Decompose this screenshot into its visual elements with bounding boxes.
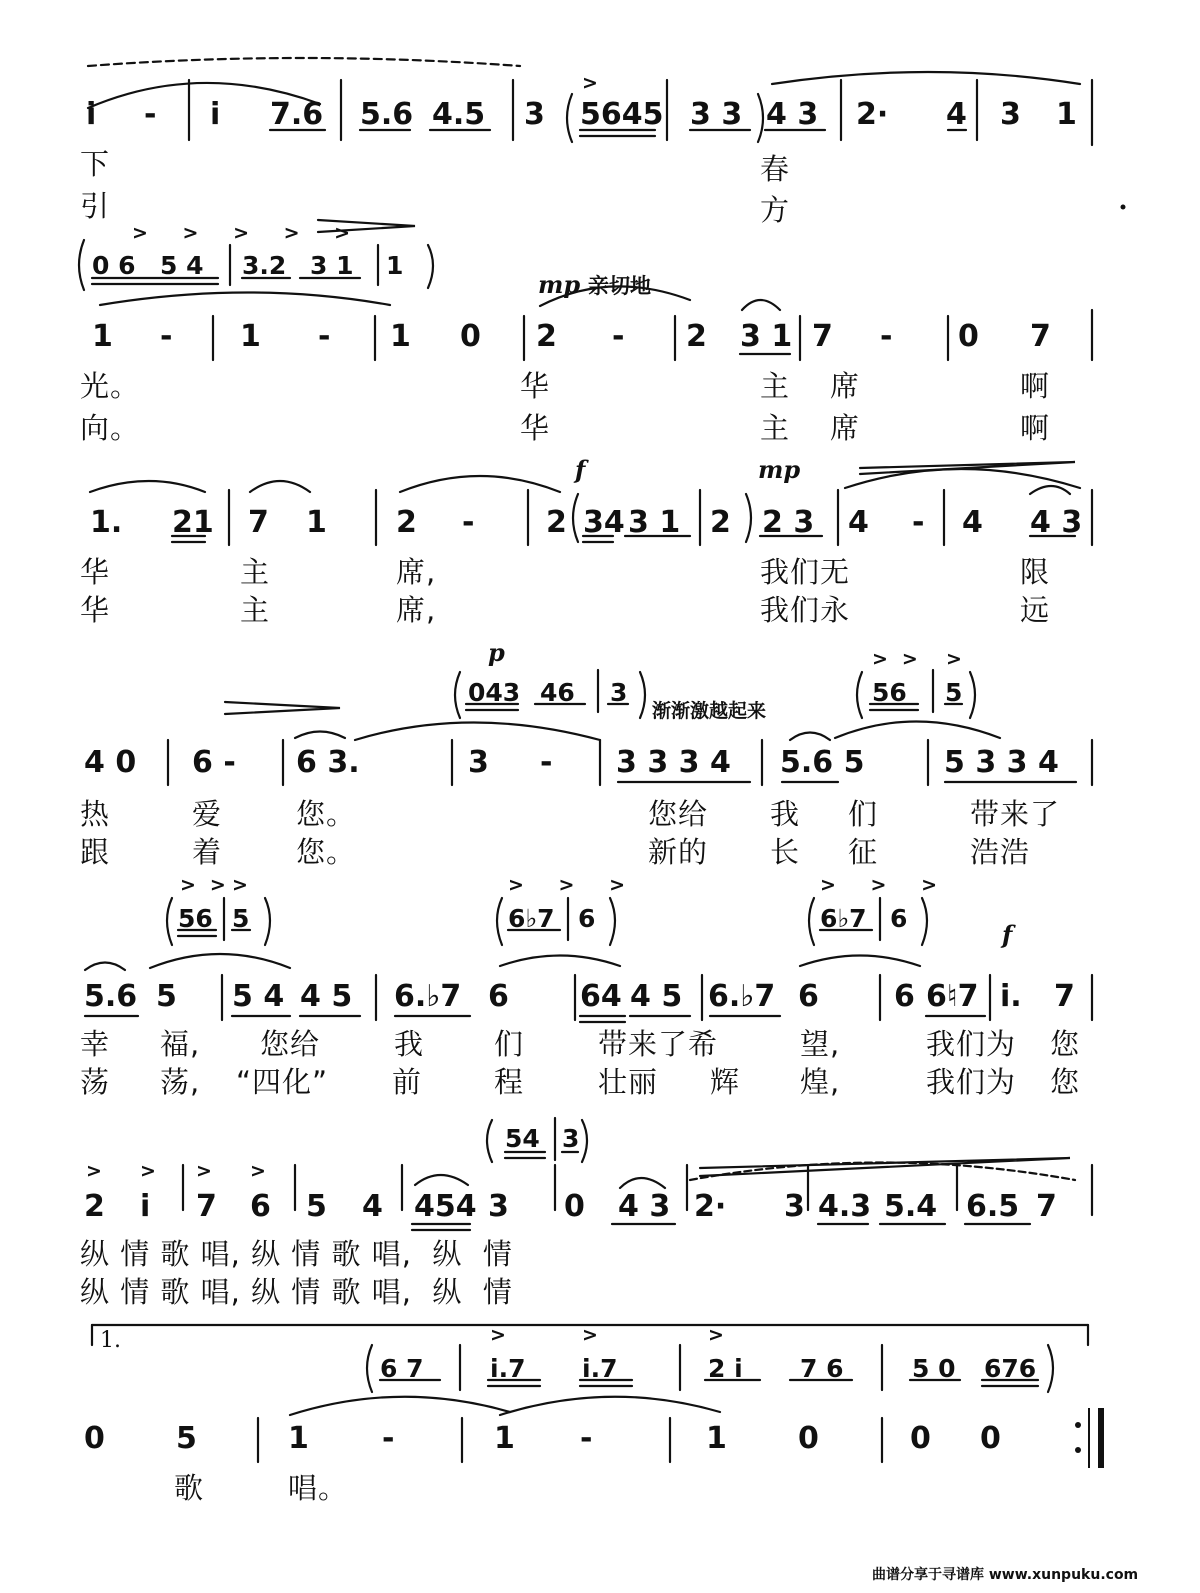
lyric: 方 xyxy=(760,193,791,227)
note: 7.6 xyxy=(270,97,324,132)
intro-note: 46 xyxy=(540,678,575,707)
note: 2 xyxy=(710,505,731,540)
note: 5.6 xyxy=(360,97,414,132)
lyric: 我们为 xyxy=(926,1027,1017,1061)
note: 2 xyxy=(84,1189,105,1224)
accent-mark: > xyxy=(582,1324,612,1346)
note: 1. xyxy=(90,505,123,540)
lyric: 我们永 xyxy=(760,593,851,627)
lyric: 跟 xyxy=(80,835,111,869)
note: 6.♭7 xyxy=(394,979,462,1014)
lyric: 望, xyxy=(800,1027,841,1061)
dynamic-mark: mp xyxy=(538,270,581,299)
note: 5 4 xyxy=(232,979,285,1014)
intro-note: 676 xyxy=(984,1354,1037,1383)
note: 6 xyxy=(250,1189,271,1224)
note: 6 - xyxy=(192,745,236,780)
lyric: 们 xyxy=(494,1027,525,1061)
note: 5.6 xyxy=(84,979,138,1014)
intro-note: 6 xyxy=(890,904,908,933)
note: 0 xyxy=(564,1189,585,1224)
accent-mark: > > > > > xyxy=(132,222,365,244)
accent-mark: > xyxy=(708,1324,738,1346)
note: 4 xyxy=(848,505,869,540)
lyric: 席 xyxy=(830,411,861,445)
intro-note: 6♭7 xyxy=(820,904,867,933)
accent-mark: > > > xyxy=(508,874,639,896)
note: 7 xyxy=(196,1189,217,1224)
note: 454 xyxy=(414,1189,477,1224)
lyric: 前 xyxy=(392,1065,423,1099)
intro-note: 6 7 xyxy=(380,1354,424,1383)
lyric: 歌 xyxy=(174,1471,205,1505)
lyric: “四化” xyxy=(236,1065,329,1099)
note: - xyxy=(580,1421,593,1456)
note: 2 3 xyxy=(762,505,815,540)
intro-note: 5 xyxy=(945,678,963,707)
note: 1 xyxy=(390,319,411,354)
watermark-footer: 曲谱分享于寻谱库 www.xunpuku.com xyxy=(872,1567,1139,1583)
note: 7 xyxy=(812,319,833,354)
lyric: 华 xyxy=(80,555,111,589)
lyric: 春 xyxy=(760,152,791,186)
note: 1 xyxy=(92,319,113,354)
note: 0 xyxy=(910,1421,931,1456)
lyric: 席, xyxy=(396,593,437,627)
note: 5645 xyxy=(580,97,664,132)
lyric: 程 xyxy=(494,1065,525,1099)
note: 5.4 xyxy=(884,1189,938,1224)
dynamic-mark: f xyxy=(575,455,586,484)
note: 5 xyxy=(156,979,177,1014)
lyric-line: 纵 情 歌 唱, 纵 情 歌 唱, 纵 情 xyxy=(80,1275,513,1309)
lyric: 幸 xyxy=(80,1027,111,1061)
note: 1 xyxy=(494,1421,515,1456)
expression-text: 亲切地 xyxy=(588,274,651,298)
lyric: 您给 xyxy=(260,1027,321,1061)
note: 4 xyxy=(962,505,983,540)
note: 4 3 xyxy=(766,97,819,132)
note: 2 xyxy=(686,319,707,354)
lyric: 远 xyxy=(1020,593,1051,627)
note: 6♮7 xyxy=(926,979,979,1014)
note: - xyxy=(912,505,925,540)
note: 2· xyxy=(856,97,889,132)
note: 4 xyxy=(362,1189,383,1224)
note: 3 xyxy=(1000,97,1021,132)
lyric: 煌, xyxy=(800,1065,841,1099)
intro-note: 56 xyxy=(872,678,907,707)
intro-note: i.7 xyxy=(490,1354,526,1383)
note: 7 xyxy=(1036,1189,1057,1224)
note: 1 xyxy=(1056,97,1077,132)
note: 6.5 xyxy=(966,1189,1020,1224)
intro-note: 2 i xyxy=(708,1354,743,1383)
lyric: 爱 xyxy=(192,797,223,831)
accent-mark: > xyxy=(232,874,262,896)
intro-note: i.7 xyxy=(582,1354,618,1383)
note: 4 5 xyxy=(630,979,683,1014)
note: 7 xyxy=(1030,319,1051,354)
expression-text: 渐渐激越起来 xyxy=(652,700,767,722)
note: 0 xyxy=(460,319,481,354)
volta-label: 1. xyxy=(100,1328,121,1353)
intro-note: 7 6 xyxy=(800,1354,844,1383)
note: 3 xyxy=(468,745,489,780)
accent-mark: > xyxy=(490,1324,520,1346)
lyric: 主 xyxy=(240,555,271,589)
lyric: 您。 xyxy=(296,797,357,831)
note: 3 1 xyxy=(740,319,793,354)
note: - xyxy=(160,319,173,354)
lyric: 荡 xyxy=(80,1065,111,1099)
lyric: 新的 xyxy=(648,835,709,869)
accent-mark: > xyxy=(86,1160,116,1182)
lyric: 华 xyxy=(80,593,111,627)
lyric: 唱。 xyxy=(288,1471,349,1505)
lyric: 席, xyxy=(396,555,437,589)
lyric: 我 xyxy=(394,1027,425,1061)
note: 5.6 5 xyxy=(780,745,865,780)
note: 4 3 xyxy=(618,1189,671,1224)
lyric: 长 xyxy=(770,835,801,869)
note: 1 xyxy=(306,505,327,540)
note: 6 xyxy=(894,979,915,1014)
note: - xyxy=(144,97,157,132)
accent-mark: > > > xyxy=(820,874,951,896)
accent-mark: > xyxy=(250,1160,280,1182)
note: 4 5 xyxy=(300,979,353,1014)
lyric: 我们为 xyxy=(926,1065,1017,1099)
lyric: 着 xyxy=(192,835,223,869)
note: i xyxy=(140,1189,151,1224)
note: 64 xyxy=(580,979,622,1014)
lyric: 您给 xyxy=(648,797,709,831)
intro-note: 5 0 xyxy=(912,1354,956,1383)
note: 6.♭7 xyxy=(708,979,776,1014)
intro-note: 5 4 xyxy=(160,251,204,280)
accent-mark: > xyxy=(196,1160,226,1182)
note: 1 xyxy=(706,1421,727,1456)
lyric-line: 纵 情 歌 唱, 纵 情 歌 唱, 纵 情 xyxy=(80,1237,513,1271)
note: i. xyxy=(1000,979,1022,1014)
note: 0 xyxy=(798,1421,819,1456)
note: 1 xyxy=(240,319,261,354)
note: 3 3 xyxy=(690,97,743,132)
note: 6 3. xyxy=(296,745,360,780)
lyric: 征 xyxy=(848,835,879,869)
note: - xyxy=(382,1421,395,1456)
intro-note: 6 xyxy=(578,904,596,933)
note: 5 3 3 4 xyxy=(944,745,1059,780)
intro-note: 0 6 xyxy=(92,251,136,280)
lyric: 席 xyxy=(830,369,861,403)
intro-note: 3.2 xyxy=(242,251,287,280)
note: 4 0 xyxy=(84,745,137,780)
note: 6 xyxy=(488,979,509,1014)
note: 21 xyxy=(172,505,214,540)
lyric: 引 xyxy=(80,189,111,223)
note: 5 xyxy=(306,1189,327,1224)
note: 0 xyxy=(84,1421,105,1456)
note: i xyxy=(210,97,221,132)
note: 3 xyxy=(488,1189,509,1224)
note: 7 xyxy=(248,505,269,540)
lyric: 啊 xyxy=(1020,411,1051,445)
lyric: 您。 xyxy=(296,835,357,869)
intro-note: 3 xyxy=(562,1124,580,1153)
dynamic-mark: mp xyxy=(758,455,801,484)
lyric: 光。 xyxy=(80,369,141,403)
accent-mark: > xyxy=(140,1160,170,1182)
note: i xyxy=(86,97,97,132)
note: 4 3 xyxy=(1030,505,1083,540)
note: 7 xyxy=(1054,979,1075,1014)
intro-note: 1 xyxy=(386,251,404,280)
note: 2· xyxy=(694,1189,727,1224)
lyric: 辉 xyxy=(710,1065,741,1099)
note: 4 xyxy=(946,97,967,132)
intro-note: 54 xyxy=(505,1124,540,1153)
intro-note: 3 1 xyxy=(310,251,354,280)
lyric: 壮丽 xyxy=(598,1065,659,1099)
accent-mark: > xyxy=(582,72,612,94)
lyric: 下 xyxy=(80,147,111,181)
note: 5 xyxy=(176,1421,197,1456)
lyric: 主 xyxy=(240,593,271,627)
note: - xyxy=(540,745,553,780)
lyric: 主 xyxy=(760,411,791,445)
lyric: 我 xyxy=(770,797,801,831)
lyric: 浩浩 xyxy=(970,835,1031,869)
lyric: 向。 xyxy=(80,411,141,445)
note: - xyxy=(318,319,331,354)
note: 2 xyxy=(546,505,567,540)
lyric: 啊 xyxy=(1020,369,1051,403)
lyric: 带来了 xyxy=(970,797,1061,831)
lyric: 荡, xyxy=(160,1065,201,1099)
note: 4.5 xyxy=(432,97,486,132)
intro-note: 3 xyxy=(610,678,628,707)
note: 6 xyxy=(798,979,819,1014)
note: 3 xyxy=(784,1189,805,1224)
note: 3 xyxy=(524,97,545,132)
lyric: 您 xyxy=(1050,1027,1081,1061)
lyric: 华 xyxy=(520,369,551,403)
note: 3 1 xyxy=(628,505,681,540)
note: 1 xyxy=(288,1421,309,1456)
note: - xyxy=(612,319,625,354)
intro-note: 043 xyxy=(468,678,521,707)
intro-note: 6♭7 xyxy=(508,904,555,933)
note: - xyxy=(880,319,893,354)
note: 3 3 3 4 xyxy=(616,745,731,780)
lyric: 福, xyxy=(160,1027,201,1061)
intro-note: 56 xyxy=(178,904,213,933)
accent-mark: >> xyxy=(180,874,240,896)
lyric: 我们无 xyxy=(760,555,851,589)
note: 0 xyxy=(980,1421,1001,1456)
accent-mark: >> xyxy=(872,648,932,670)
lyric: 主 xyxy=(760,369,791,403)
lyric: 热 xyxy=(80,797,111,831)
lyric: 们 xyxy=(848,797,879,831)
note: 4.3 xyxy=(818,1189,872,1224)
dynamic-mark: f xyxy=(1002,920,1013,949)
lyric: 限 xyxy=(1020,555,1051,589)
accent-mark: > xyxy=(946,648,976,670)
lyric: 您 xyxy=(1050,1065,1081,1099)
note: 2 xyxy=(396,505,417,540)
note: 34 xyxy=(583,505,625,540)
note: 0 xyxy=(958,319,979,354)
note: - xyxy=(462,505,475,540)
note: 2 xyxy=(536,319,557,354)
intro-note: 5 xyxy=(232,904,250,933)
lyric: 带来了希 xyxy=(598,1027,719,1061)
lyric: 华 xyxy=(520,411,551,445)
dynamic-mark: p xyxy=(488,638,505,667)
